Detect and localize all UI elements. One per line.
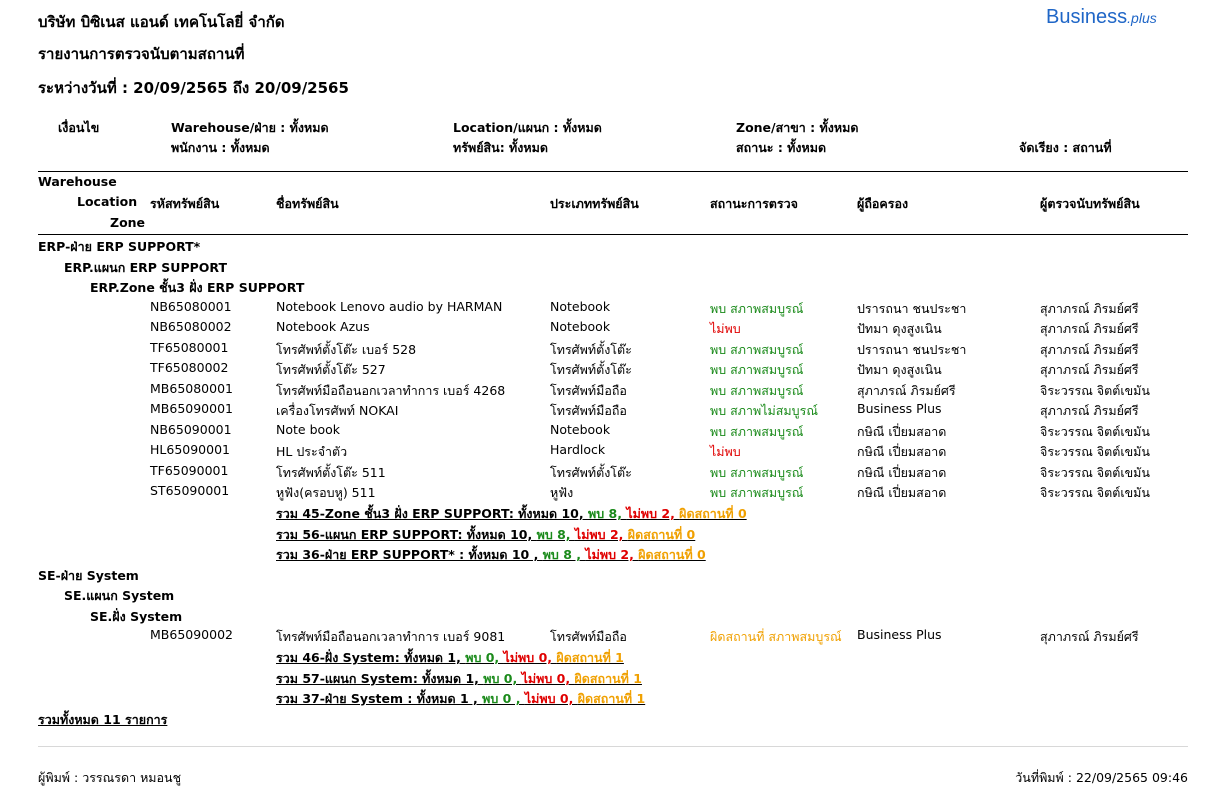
warehouse-summary <box>276 689 645 709</box>
summary-found: พบ 8, <box>536 527 575 542</box>
check-status: พบ สภาพสมบูรณ์ <box>710 424 804 439</box>
table-row <box>0 319 1218 339</box>
check-status: ผิดสถานที่ สภาพสมบูรณ์ <box>710 629 842 644</box>
holder: Business Plus <box>857 401 942 416</box>
asset-code: TF65080002 <box>150 360 229 375</box>
check-status: พบ สภาพสมบูรณ์ <box>710 485 804 500</box>
checker: สุภาภรณ์ ภิรมย์ศรี <box>1040 403 1139 418</box>
asset-name: HL ประจำตัว <box>276 444 348 459</box>
col-checker: ผู้ตรวจนับทรัพย์สิน <box>1040 196 1140 211</box>
group-warehouse: ERP-ฝ่าย ERP SUPPORT* <box>38 239 201 254</box>
table-row <box>0 401 1218 421</box>
asset-code: NB65080002 <box>150 319 232 334</box>
col-holder: ผู้ถือครอง <box>857 196 909 211</box>
summary-total: รวม 37-ฝ่าย System : ทั้งหมด 1 , <box>276 691 483 706</box>
holder: กษิณี เปี่ยมสอาด <box>857 444 947 459</box>
business-plus-logo <box>1046 6 1157 29</box>
summary-misplaced: ผิดสถานที่ 0 <box>627 527 696 542</box>
asset-type: โทรศัพท์มือถือ <box>550 403 627 418</box>
table-row <box>0 422 1218 442</box>
summary-not-found: ไม่พบ 2, <box>574 527 628 542</box>
checker: จิระวรรณ จิตต์เขมัน <box>1040 485 1150 500</box>
check-status: พบ สภาพสมบูรณ์ <box>710 301 804 316</box>
holder: ปรารถนา ชนประชา <box>857 342 967 357</box>
summary-not-found: ไม่พบ 0, <box>521 671 575 686</box>
asset-name: Note book <box>276 422 341 437</box>
asset-code: MB65080001 <box>150 381 233 396</box>
logo-main: Business <box>1046 6 1128 28</box>
holder: กษิณี เปี่ยมสอาด <box>857 424 947 439</box>
asset-name: โทรศัพท์มือถือนอกเวลาทำการ เบอร์ 4268 <box>276 383 506 398</box>
col-type: ประเภททรัพย์สิน <box>550 196 639 211</box>
grand-total: รวมทั้งหมด 11 รายการ <box>38 712 168 727</box>
col-location: Location <box>77 194 138 209</box>
summary-found: พบ 8 , <box>542 547 586 562</box>
summary-total: รวม 57-แผนก System: ทั้งหมด 1, <box>276 671 484 686</box>
footer-rule <box>38 746 1188 747</box>
col-status: สถานะการตรวจ <box>710 196 798 211</box>
asset-code: TF65080001 <box>150 340 229 355</box>
logo-sub: .plus <box>1127 10 1157 26</box>
table-row <box>0 381 1218 401</box>
location-summary <box>276 669 642 689</box>
asset-type: Hardlock <box>550 442 606 457</box>
check-status: พบ สภาพสมบูรณ์ <box>710 383 804 398</box>
checker: จิระวรรณ จิตต์เขมัน <box>1040 424 1150 439</box>
group-location: SE.แผนก System <box>64 588 175 603</box>
col-warehouse: Warehouse <box>38 174 117 189</box>
condition-status: สถานะ : ทั้งหมด <box>736 140 827 155</box>
holder: Business Plus <box>857 627 942 642</box>
date-range: ระหว่างวันที่ : 20/09/2565 ถึง 20/09/2565 <box>38 79 349 97</box>
asset-name: โทรศัพท์มือถือนอกเวลาทำการ เบอร์ 9081 <box>276 629 506 644</box>
check-status: พบ สภาพสมบูรณ์ <box>710 362 804 377</box>
zone-summary <box>276 504 747 524</box>
group-warehouse: SE-ฝ่าย System <box>38 568 139 583</box>
report-title: รายงานการตรวจนับตามสถานที่ <box>38 45 245 63</box>
asset-type: โทรศัพท์ตั้งโต๊ะ <box>550 465 632 480</box>
summary-not-found: ไม่พบ 0, <box>524 691 578 706</box>
table-row <box>0 442 1218 462</box>
asset-code: ST65090001 <box>150 483 230 498</box>
holder: ปัทมา ดุงสูงเนิน <box>857 362 942 377</box>
printed-by: ผู้พิมพ์ : วรรณรดา หมอนชู <box>38 770 182 785</box>
asset-code: HL65090001 <box>150 442 230 457</box>
summary-misplaced: ผิดสถานที่ 1 <box>574 671 642 686</box>
table-row <box>0 360 1218 380</box>
summary-found: พบ 0 , <box>482 691 525 706</box>
holder: กษิณี เปี่ยมสอาด <box>857 465 947 480</box>
warehouse-summary <box>276 545 706 565</box>
col-zone: Zone <box>110 215 146 230</box>
asset-type: หูฟัง <box>550 485 574 500</box>
asset-code: MB65090001 <box>150 401 233 416</box>
asset-code: NB65080001 <box>150 299 232 314</box>
group-zone: SE.ฝั่ง System <box>90 609 183 624</box>
check-status: ไม่พบ <box>710 444 741 459</box>
check-status: ไม่พบ <box>710 321 741 336</box>
checker: สุภาภรณ์ ภิรมย์ศรี <box>1040 342 1139 357</box>
table-row <box>0 340 1218 360</box>
holder: สุภาภรณ์ ภิรมย์ศรี <box>857 383 956 398</box>
check-status: พบ สภาพสมบูรณ์ <box>710 465 804 480</box>
asset-code: TF65090001 <box>150 463 229 478</box>
printed-at: วันที่พิมพ์ : 22/09/2565 09:46 <box>1015 770 1188 785</box>
checker: สุภาภรณ์ ภิรมย์ศรี <box>1040 629 1139 644</box>
header-bottom-rule <box>38 234 1188 235</box>
asset-type: Notebook <box>550 299 611 314</box>
asset-name: Notebook Lenovo audio by HARMAN <box>276 299 503 314</box>
company-name: บริษัท บิซิเนส แอนด์ เทคโนโลยี่ จำกัด <box>38 13 285 31</box>
table-row <box>0 483 1218 503</box>
asset-type: โทรศัพท์มือถือ <box>550 383 627 398</box>
holder: ปรารถนา ชนประชา <box>857 301 967 316</box>
condition-employee: พนักงาน : ทั้งหมด <box>171 140 270 155</box>
asset-name: เครื่องโทรศัพท์ NOKAI <box>276 403 399 418</box>
checker: สุภาภรณ์ ภิรมย์ศรี <box>1040 321 1139 336</box>
asset-type: โทรศัพท์ตั้งโต๊ะ <box>550 342 632 357</box>
summary-misplaced: ผิดสถานที่ 0 <box>638 547 706 562</box>
group-location: ERP.แผนก ERP SUPPORT <box>64 260 227 275</box>
table-row <box>0 463 1218 483</box>
summary-not-found: ไม่พบ 2, <box>585 547 639 562</box>
asset-name: โทรศัพท์ตั้งโต๊ะ 511 <box>276 465 386 480</box>
asset-name: หูฟัง(ครอบหู) 511 <box>276 485 376 500</box>
summary-total: รวม 45-Zone ชั้น3 ฝั่ง ERP SUPPORT: ทั้งหมด 10, <box>276 506 588 521</box>
condition-location: Location/แผนก : ทั้งหมด <box>453 120 602 135</box>
holder: กษิณี เปี่ยมสอาด <box>857 485 947 500</box>
holder: ปัทมา ดุงสูงเนิน <box>857 321 942 336</box>
summary-not-found: ไม่พบ 2, <box>626 506 680 521</box>
summary-misplaced: ผิดสถานที่ 0 <box>679 506 747 521</box>
group-zone: ERP.Zone ชั้น3 ฝั่ง ERP SUPPORT <box>90 280 305 295</box>
summary-found: พบ 0, <box>483 671 522 686</box>
condition-sort: จัดเรียง : สถานที่ <box>1019 140 1112 155</box>
asset-name: โทรศัพท์ตั้งโต๊ะ 527 <box>276 362 386 377</box>
summary-found: พบ 0, <box>465 650 504 665</box>
checker: สุภาภรณ์ ภิรมย์ศรี <box>1040 362 1139 377</box>
summary-misplaced: ผิดสถานที่ 1 <box>577 691 646 706</box>
condition-asset: ทรัพย์สิน: ทั้งหมด <box>453 140 548 155</box>
header-top-rule <box>38 171 1188 172</box>
summary-not-found: ไม่พบ 0, <box>503 650 557 665</box>
summary-total: รวม 56-แผนก ERP SUPPORT: ทั้งหมด 10, <box>276 527 537 542</box>
asset-type: Notebook <box>550 319 611 334</box>
checker: จิระวรรณ จิตต์เขมัน <box>1040 465 1150 480</box>
asset-type: โทรศัพท์มือถือ <box>550 629 627 644</box>
summary-misplaced: ผิดสถานที่ 1 <box>556 650 624 665</box>
condition-zone: Zone/สาขา : ทั้งหมด <box>736 120 859 135</box>
checker: จิระวรรณ จิตต์เขมัน <box>1040 444 1150 459</box>
check-status: พบ สภาพไม่สมบูรณ์ <box>710 403 818 418</box>
table-row <box>0 627 1218 647</box>
asset-name: โทรศัพท์ตั้งโต๊ะ เบอร์ 528 <box>276 342 417 357</box>
asset-name: Notebook Azus <box>276 319 370 334</box>
summary-total: รวม 46-ฝั่ง System: ทั้งหมด 1, <box>276 650 466 665</box>
summary-found: พบ 8, <box>587 506 627 521</box>
condition-warehouse: Warehouse/ฝ่าย : ทั้งหมด <box>171 120 329 135</box>
asset-type: โทรศัพท์ตั้งโต๊ะ <box>550 362 632 377</box>
col-code: รหัสทรัพย์สิน <box>150 196 220 211</box>
table-row <box>0 299 1218 319</box>
checker: จิระวรรณ จิตต์เขมัน <box>1040 383 1150 398</box>
zone-summary <box>276 648 624 668</box>
conditions-label: เงื่อนไข <box>58 120 100 135</box>
asset-type: Notebook <box>550 422 611 437</box>
summary-total: รวม 36-ฝ่าย ERP SUPPORT* : ทั้งหมด 10 , <box>276 547 543 562</box>
checker: สุภาภรณ์ ภิรมย์ศรี <box>1040 301 1139 316</box>
asset-code: NB65090001 <box>150 422 232 437</box>
col-name: ชื่อทรัพย์สิน <box>276 196 339 211</box>
check-status: พบ สภาพสมบูรณ์ <box>710 342 804 357</box>
asset-code: MB65090002 <box>150 627 233 642</box>
location-summary <box>276 525 695 545</box>
